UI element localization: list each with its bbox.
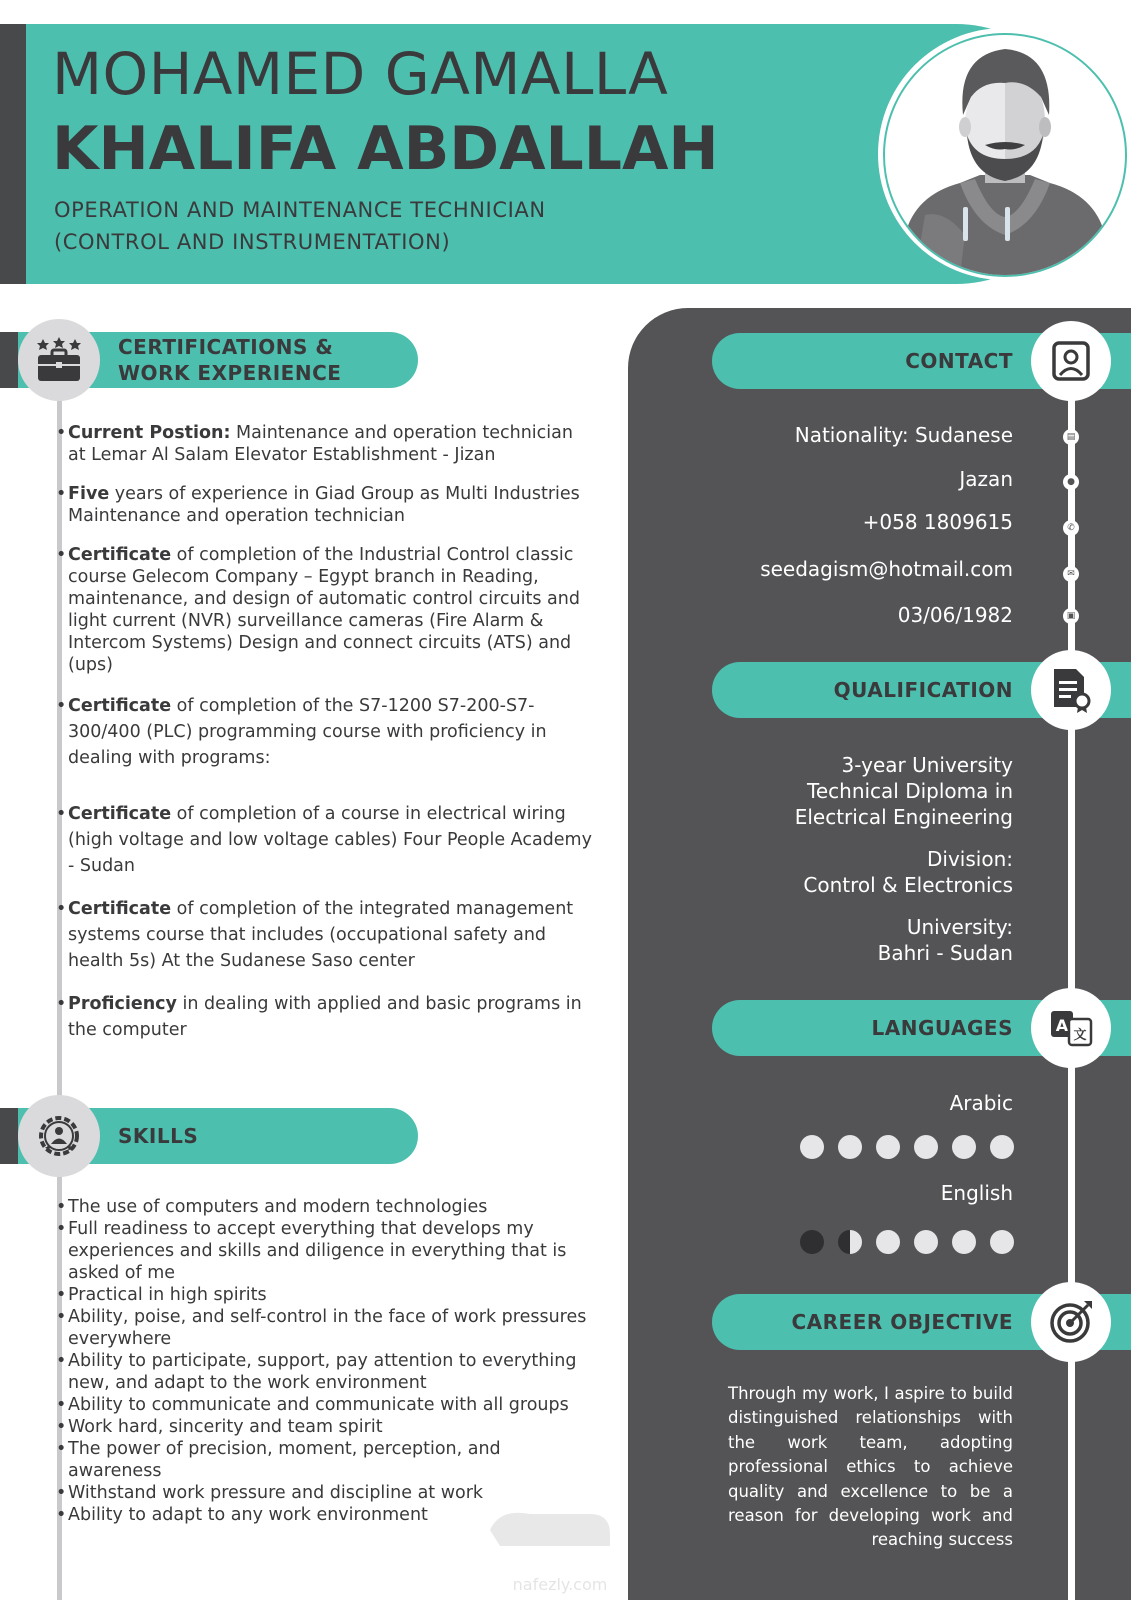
phone[interactable]: +058 1809615 [862,510,1013,534]
objective-text: Through my work, I aspire to build distinguished relationships with the work team, adopting professional ethics to achieve quality and excellence to be a reason for developing work and reaching success [728,1384,1013,1550]
list-item: • Ability to adapt to any work environment [56,1504,596,1526]
language-arabic: Arabic [949,1091,1013,1115]
item-text: of completion of the Industrial Control classic course Gelecom Company – Egypt branch in Reading, maintenance, and design of automatic control circuits and light current (NVR) surveillance cameras (Fire Alarm & Intercom Systems) Design and connect circuits (ATS) and (ups) [68,545,580,675]
mail-icon: ✉ [1063,566,1079,582]
svg-text:nafezly.com: nafezly.com [512,1575,608,1594]
item-keyword: Certificate [68,899,172,919]
item-keyword: Current Postion: [68,423,231,443]
skills-heading-icon-badge [18,1095,100,1177]
item-text: in dealing with applied and basic programs in the computer [68,994,582,1040]
division-value: Control & Electronics [803,873,1013,897]
language-english: English [940,1181,1013,1205]
watermark-logo [470,1500,650,1600]
list-item [56,693,596,771]
objective-heading: CAREER OBJECTIVE [791,1310,1013,1334]
email[interactable]: seedagism@hotmail.com [760,557,1013,581]
objective-heading-icon-badge [1031,1282,1111,1362]
list-item [56,544,596,676]
rating-dot [800,1230,824,1254]
briefcase-icon [34,337,84,383]
rating-dot [838,1135,862,1159]
contact-heading: CONTACT [905,349,1013,373]
right-timeline-line [1068,360,1075,1600]
nationality: Nationality: Sudanese [794,423,1013,447]
rating-dot [952,1135,976,1159]
qualification-heading-icon-badge [1031,650,1111,730]
item-text: of completion of the S7-1200 S7-200-S7-300/400 (PLC) programming course with proficiency in dealing with programs: [68,696,547,768]
qualification-heading: QUALIFICATION [833,678,1013,702]
list-item: • Work hard, sincerity and team spirit [56,1416,596,1438]
university-value: Bahri - Sudan [877,941,1013,965]
list-item: • Ability, poise, and self-control in the face of work pressures everywhere [56,1306,596,1350]
languages-heading-icon-badge [1031,988,1111,1068]
list-item: • Ability to participate, support, pay attention to everything new, and adapt to the work environment [56,1350,596,1394]
rating-dot [990,1230,1014,1254]
list-item: • Full readiness to accept everything that develops my experiences and skills and diligence in everything that is asked of me [56,1218,596,1284]
degree: 3-year University Technical Diploma in Electrical Engineering [794,753,1013,829]
birthdate: 03/06/1982 [897,603,1013,627]
gift-icon: ▣ [1063,608,1079,624]
skills-list [56,1196,596,1526]
experience-heading [118,334,341,386]
list-item: • The power of precision, moment, perception, and awareness [56,1438,596,1482]
skills-heading-accent [0,1108,18,1164]
rating-dot [800,1135,824,1159]
languages-heading: LANGUAGES [871,1016,1013,1040]
list-item [56,801,596,879]
item-text: years of experience in Giad Group as Multi Industries Maintenance and operation technician [68,484,580,526]
university [700,914,1013,966]
id-icon: ▤ [1063,429,1079,445]
rating-dot [838,1230,862,1254]
location-pin-icon: ● [1063,474,1079,490]
language-english-rating [800,1230,1014,1254]
item-keyword: Certificate [68,545,172,565]
contact-card-icon [1051,340,1091,382]
svg-text:文: 文 [1073,1028,1087,1043]
certificate-icon [1050,667,1092,713]
experience-heading-icon-badge [18,319,100,401]
rating-dot [876,1135,900,1159]
skills-heading: SKILLS [118,1124,199,1148]
experience-heading-accent [0,332,18,388]
item-keyword: Proficiency [68,994,177,1014]
translate-icon [1049,1007,1093,1049]
target-icon [1048,1299,1094,1345]
item-keyword: Certificate [68,804,172,824]
item-text: Maintenance and operation technician at Lemar Al Salam Elevator Establishment - Jizan [68,423,573,465]
division [700,846,1013,898]
first-name: MOHAMED GAMALLA [52,40,669,108]
rating-dot [952,1230,976,1254]
list-item [56,422,596,466]
rating-dot [914,1230,938,1254]
list-item: • Ability to communicate and communicate with all groups [56,1394,596,1416]
person-avatar-icon [885,35,1125,275]
job-title [54,194,546,258]
experience-heading-line1: CERTIFICATIONS & [118,335,334,359]
item-keyword: Five [68,484,110,504]
experience-list [56,422,596,1060]
item-text: of completion of the integrated management systems course that includes (occupational safety and health 5s) At the Sudanese Saso center [68,899,574,971]
job-title-line1: OPERATION AND MAINTENANCE TECHNICIAN [54,198,546,222]
last-name: KHALIFA ABDALLAH [52,114,719,184]
list-item: • The use of computers and modern technologies [56,1196,596,1218]
language-arabic-rating [800,1135,1014,1159]
list-item: • Practical in high spirits [56,1284,596,1306]
city: Jazan [959,467,1013,491]
rating-dot [876,1230,900,1254]
list-item: • Withstand work pressure and discipline at work [56,1482,596,1504]
gear-person-icon [34,1111,84,1161]
list-item [56,991,596,1043]
list-item [56,483,596,527]
phone-icon: ✆ [1063,520,1079,536]
svg-text:A: A [1055,1016,1069,1035]
rating-dot [914,1135,938,1159]
header-accent-bar [0,24,26,284]
rating-dot [990,1135,1014,1159]
avatar [883,33,1127,277]
item-keyword: Certificate [68,696,172,716]
experience-heading-line2: WORK EXPERIENCE [118,361,342,385]
qualification-details [700,752,1013,982]
nafezly-logo-icon [470,1500,650,1600]
list-item [56,896,596,974]
item-text: of completion of a course in electrical wiring (high voltage and low voltage cables) Four People Academy - Sudan [68,804,592,876]
contact-heading-icon-badge [1031,321,1111,401]
university-label: University: [906,915,1013,939]
job-title-line2: (CONTROL AND INSTRUMENTATION) [54,230,451,254]
division-label: Division: [927,847,1013,871]
